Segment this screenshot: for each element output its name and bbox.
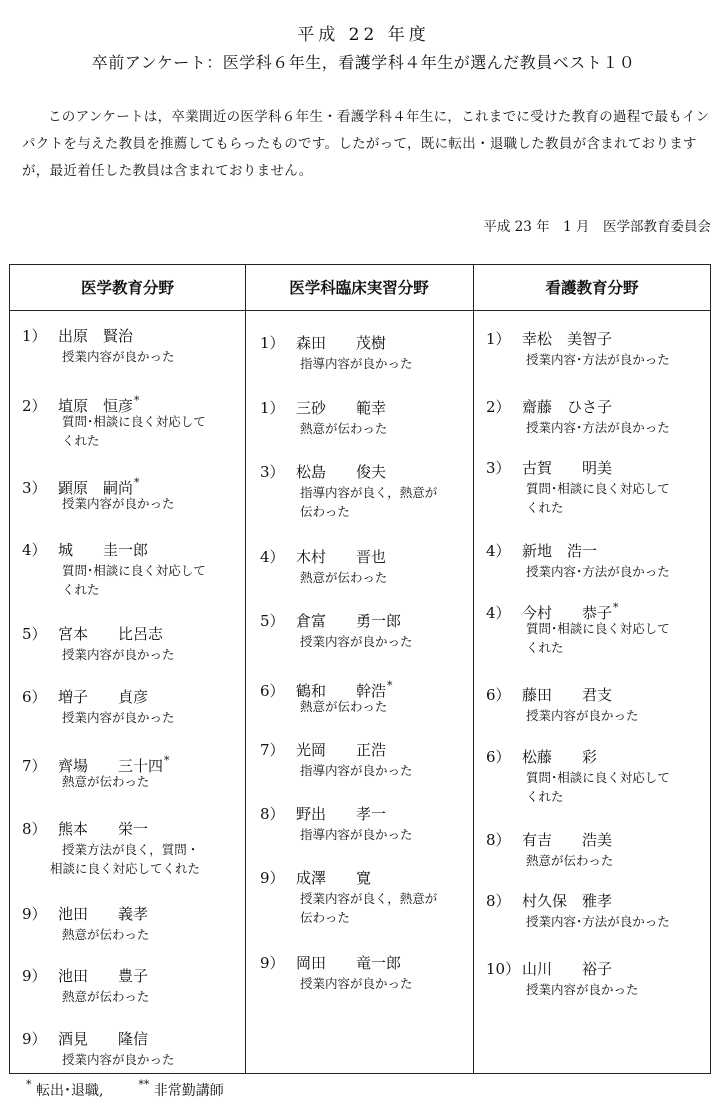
- list-item: [260, 610, 490, 651]
- rank-number: 6）: [486, 748, 511, 766]
- footnote: [26, 1078, 224, 1100]
- dateline: 平成 23 年 1 月 医学部教育委員会: [483, 219, 711, 235]
- recommendation-reason: 指導内容が良かった: [300, 763, 413, 778]
- recommendation-reason: 質問･相談に良く対応して: [526, 621, 670, 636]
- rank-number: 4）: [486, 604, 511, 622]
- rank-number: 3）: [22, 479, 47, 497]
- recommendation-reason-continued: くれた: [62, 582, 100, 597]
- teacher-name: 藤田 君支: [522, 686, 613, 704]
- teacher-name: 城 圭一郎: [58, 541, 149, 559]
- recommendation-reason-continued: くれた: [526, 640, 564, 655]
- rank-number: 1）: [486, 330, 511, 348]
- recommendation-reason: 授業内容･方法が良かった: [526, 420, 670, 435]
- list-item: [486, 829, 716, 870]
- list-item: [486, 328, 716, 369]
- teacher-name: 熊本 栄一: [58, 820, 149, 838]
- column-divider: [245, 265, 246, 1073]
- rank-number: 9）: [22, 967, 47, 985]
- list-item: [22, 1028, 252, 1069]
- teacher-name: 齋藤 ひさ子: [522, 398, 613, 416]
- list-item: [260, 675, 490, 716]
- rank-number: 10）: [486, 960, 521, 978]
- list-item: [260, 803, 490, 844]
- recommendation-reason: 授業内容が良かった: [300, 634, 413, 649]
- teacher-name: 倉富 勇一郎: [296, 612, 402, 630]
- recommendation-reason: 授業内容･方法が良かった: [526, 564, 670, 579]
- rank-number: 1）: [22, 327, 47, 345]
- list-item: [22, 539, 252, 599]
- page-title: 平成 22 年度: [297, 25, 430, 45]
- teacher-name: 村久保 雅孝: [522, 892, 613, 910]
- rank-number: 2）: [486, 398, 511, 416]
- recommendation-reason: 指導内容が良かった: [300, 356, 413, 371]
- recommendation-reason: 授業内容が良かった: [526, 708, 639, 723]
- list-item: [486, 396, 716, 437]
- rank-number: 1）: [260, 334, 285, 352]
- teacher-name: 三砂 範幸: [296, 399, 387, 417]
- teacher-name: 鶴和 幹浩: [296, 682, 387, 700]
- rank-number: 9）: [260, 869, 285, 887]
- list-item: [486, 540, 716, 581]
- header-medical-education: 医学教育分野: [80, 278, 174, 297]
- list-item: [22, 686, 252, 727]
- list-item: [486, 958, 716, 999]
- recommendation-reason: 授業内容･方法が良かった: [526, 914, 670, 929]
- recommendation-reason: 授業内容が良かった: [62, 349, 175, 364]
- list-item: [22, 472, 252, 513]
- teacher-name: 岡田 竜一郎: [296, 954, 402, 972]
- page-subtitle: 卒前アンケート：医学科６年生，看護学科４年生が選んだ教員ベスト１０: [91, 53, 636, 72]
- recommendation-reason: 授業内容･方法が良かった: [526, 352, 670, 367]
- transfer-mark: *: [134, 394, 140, 407]
- rank-number: 4）: [22, 541, 47, 559]
- rank-number: 2）: [22, 397, 47, 415]
- transfer-mark: *: [387, 679, 393, 692]
- recommendation-reason-continued: くれた: [526, 500, 564, 515]
- recommendation-reason: 熱意が伝わった: [300, 570, 388, 585]
- list-item: [22, 965, 252, 1006]
- recommendation-reason: 質問･相談に良く対応して: [526, 770, 670, 785]
- rank-number: 1）: [260, 399, 285, 417]
- recommendation-reason: 質問･相談に良く対応して: [62, 414, 206, 429]
- teacher-name: 幸松 美智子: [522, 330, 613, 348]
- teacher-name: 木村 晋也: [296, 548, 387, 566]
- list-item: [22, 623, 252, 664]
- rank-number: 8）: [22, 820, 47, 838]
- teacher-name: 出原 賢治: [58, 327, 134, 345]
- teacher-name: 松藤 彩: [522, 748, 598, 766]
- recommendation-reason: 授業内容が良かった: [62, 496, 175, 511]
- recommendation-reason: 熱意が伝わった: [526, 853, 614, 868]
- transfer-mark: *: [613, 601, 619, 614]
- transfer-mark: *: [134, 476, 140, 489]
- teacher-name: 増子 貞彦: [58, 688, 149, 706]
- recommendation-reason: 熱意が伝わった: [62, 927, 150, 942]
- list-item: [22, 818, 252, 878]
- teacher-name: 山川 裕子: [522, 960, 613, 978]
- teacher-name: 齊場 三十四: [58, 757, 164, 775]
- list-item: [22, 750, 252, 791]
- teacher-name: 酒見 隆信: [58, 1030, 149, 1048]
- teacher-name: 顕原 嗣尚: [58, 479, 134, 497]
- list-item: [486, 746, 716, 806]
- recommendation-reason: 授業内容が良かった: [62, 710, 175, 725]
- rank-number: 9）: [22, 1030, 47, 1048]
- rank-number: 4）: [486, 542, 511, 560]
- recommendation-reason: 授業内容が良く，熱意が: [300, 891, 438, 906]
- teacher-name: 古賀 明美: [522, 459, 613, 477]
- rank-number: 7）: [22, 757, 47, 775]
- list-item: [486, 597, 716, 657]
- footnote-mark-transfer: *: [26, 1078, 32, 1091]
- teacher-name: 池田 豊子: [58, 967, 149, 985]
- recommendation-reason-continued: くれた: [62, 433, 100, 448]
- teacher-name: 宮本 比呂志: [58, 625, 164, 643]
- list-item: [22, 903, 252, 944]
- rank-number: 8）: [260, 805, 285, 823]
- recommendation-reason-continued: 伝わった: [300, 910, 350, 925]
- recommendation-reason: 授業内容が良かった: [62, 647, 175, 662]
- teacher-name: 野出 孝一: [296, 805, 387, 823]
- teacher-name: 成澤 寛: [296, 869, 372, 887]
- rank-number: 6）: [260, 682, 285, 700]
- list-item: [260, 739, 490, 780]
- teacher-name: 光岡 正浩: [296, 741, 387, 759]
- rank-number: 8）: [486, 892, 511, 910]
- ranking-table: [9, 264, 711, 1074]
- recommendation-reason-continued: 相談に良く対応してくれた: [50, 861, 201, 876]
- rank-number: 5）: [22, 625, 47, 643]
- recommendation-reason: 熱意が伝わった: [300, 699, 388, 714]
- list-item: [260, 461, 490, 521]
- recommendation-reason: 授業方法が良く，質問・: [62, 842, 200, 857]
- list-item: [260, 952, 490, 993]
- rank-number: 9）: [22, 905, 47, 923]
- recommendation-reason-continued: くれた: [526, 789, 564, 804]
- list-item: [486, 890, 716, 931]
- header-nursing-education: 看護教育分野: [545, 278, 639, 297]
- teacher-name: 新地 浩一: [522, 542, 598, 560]
- list-item: [260, 867, 490, 927]
- teacher-name: 今村 恭子: [522, 604, 613, 622]
- recommendation-reason: 質問･相談に良く対応して: [526, 481, 670, 496]
- recommendation-reason: 質問･相談に良く対応して: [62, 563, 206, 578]
- rank-number: 6）: [22, 688, 47, 706]
- list-item: [22, 325, 252, 366]
- rank-number: 7）: [260, 741, 285, 759]
- list-item: [22, 390, 252, 450]
- teacher-name: 松島 俊夫: [296, 463, 387, 481]
- recommendation-reason: 熱意が伝わった: [62, 989, 150, 1004]
- header-clinical-training: 医学科臨床実習分野: [289, 278, 429, 297]
- recommendation-reason: 指導内容が良かった: [300, 827, 413, 842]
- rank-number: 3）: [260, 463, 285, 481]
- recommendation-reason: 指導内容が良く，熱意が: [300, 485, 438, 500]
- rank-number: 5）: [260, 612, 285, 630]
- teacher-name: 埴原 恒彦: [58, 397, 134, 415]
- recommendation-reason-continued: 伝わった: [300, 504, 350, 519]
- list-item: [486, 457, 716, 517]
- recommendation-reason: 熱意が伝わった: [62, 774, 150, 789]
- list-item: [486, 684, 716, 725]
- rank-number: 6）: [486, 686, 511, 704]
- recommendation-reason: 授業内容が良かった: [526, 982, 639, 997]
- transfer-mark: *: [164, 754, 170, 767]
- recommendation-reason: 熱意が伝わった: [300, 421, 388, 436]
- rank-number: 4）: [260, 548, 285, 566]
- teacher-name: 有吉 浩美: [522, 831, 613, 849]
- footnote-text-transfer: 転出･退職,: [35, 1083, 104, 1099]
- recommendation-reason: 授業内容が良かった: [62, 1052, 175, 1067]
- rank-number: 3）: [486, 459, 511, 477]
- list-item: [260, 332, 490, 373]
- recommendation-reason: 授業内容が良かった: [300, 976, 413, 991]
- footnote-mark-parttime: **: [138, 1078, 150, 1091]
- rank-number: 9）: [260, 954, 285, 972]
- list-item: [260, 397, 490, 438]
- intro-paragraph: このアンケートは，卒業間近の医学科６年生・看護学科４年生に，これまでに受けた教育の過程で最もインパクトを与えた教員を推薦してもらったものです。したがって，既に転出・退職した教員が含まれておりますが，最近着任した教員は含まれておりません。: [22, 109, 710, 179]
- rank-number: 8）: [486, 831, 511, 849]
- teacher-name: 池田 義孝: [58, 905, 149, 923]
- footnote-text-parttime: 非常勤講師: [153, 1083, 224, 1099]
- list-item: [260, 546, 490, 587]
- teacher-name: 森田 茂樹: [296, 334, 387, 352]
